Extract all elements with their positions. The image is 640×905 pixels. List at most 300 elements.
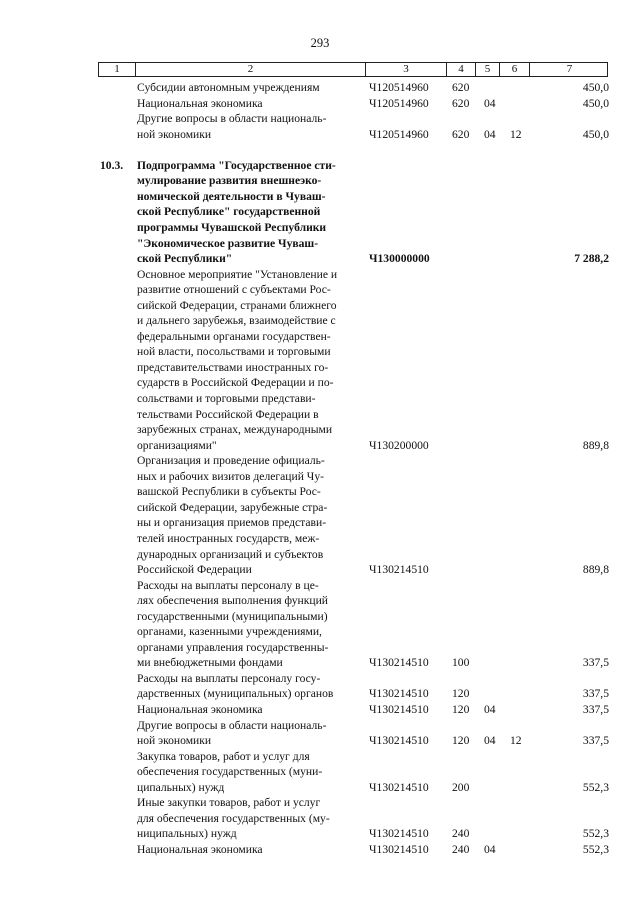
section-code bbox=[484, 173, 506, 188]
section-code: 04 bbox=[484, 97, 496, 110]
subsection-code bbox=[510, 360, 532, 375]
expense-type-code bbox=[452, 484, 480, 499]
section-code bbox=[484, 391, 506, 406]
expense-type-code bbox=[452, 220, 480, 235]
target-article-code: Ч130214510 bbox=[369, 656, 429, 669]
subsection-code bbox=[510, 438, 532, 453]
target-article-code: Ч130214510 bbox=[369, 703, 429, 716]
line-text: ной власти, посольствами и торговыми bbox=[137, 345, 331, 358]
line-text: сийской Федерации, зарубежные стра- bbox=[137, 501, 328, 514]
target-article-code bbox=[369, 313, 449, 328]
amount bbox=[530, 298, 609, 313]
subsection-code bbox=[510, 422, 532, 437]
column-number-5: 5 bbox=[476, 63, 500, 76]
section-code bbox=[484, 344, 506, 359]
section-code: 04 bbox=[484, 703, 496, 716]
amount bbox=[530, 236, 609, 251]
amount bbox=[530, 360, 609, 375]
expense-type-code bbox=[452, 640, 480, 655]
subsection-code bbox=[510, 267, 532, 282]
subsection-code bbox=[510, 624, 532, 639]
line-number bbox=[100, 780, 134, 795]
subsection-code bbox=[510, 204, 532, 219]
line-text: ной экономики bbox=[137, 128, 212, 141]
line-text: ми внебюджетными фондами bbox=[137, 656, 283, 669]
line-number bbox=[100, 453, 134, 468]
section-code bbox=[484, 531, 506, 546]
line-text: ской Республике" государственной bbox=[137, 205, 321, 218]
subsection-code bbox=[510, 764, 532, 779]
expense-type-code bbox=[452, 624, 480, 639]
section-code: 04 bbox=[484, 734, 496, 747]
section-code bbox=[484, 515, 506, 530]
expense-type-code bbox=[452, 515, 480, 530]
line-number bbox=[100, 220, 134, 235]
expense-type-code bbox=[452, 267, 480, 282]
expense-type-code: 240 bbox=[452, 843, 470, 856]
line-number bbox=[100, 344, 134, 359]
line-text: ской Республики" bbox=[137, 252, 233, 265]
section-code bbox=[484, 718, 506, 733]
line-text: Закупка товаров, работ и услуг для bbox=[137, 750, 310, 763]
line-number bbox=[100, 578, 134, 593]
target-article-code bbox=[369, 578, 449, 593]
amount: 337,5 bbox=[582, 656, 609, 669]
subsection-code bbox=[510, 531, 532, 546]
subsection-code bbox=[510, 484, 532, 499]
section-code bbox=[484, 313, 506, 328]
amount bbox=[530, 500, 609, 515]
section-code bbox=[484, 749, 506, 764]
subsection-code bbox=[510, 220, 532, 235]
line-number bbox=[100, 142, 134, 157]
amount bbox=[530, 469, 609, 484]
expense-type-code bbox=[452, 764, 480, 779]
subsection-code bbox=[510, 811, 532, 826]
line-text: Национальная экономика bbox=[137, 97, 263, 110]
expense-type-code bbox=[452, 189, 480, 204]
amount bbox=[530, 220, 609, 235]
target-article-code bbox=[369, 329, 449, 344]
target-article-code bbox=[369, 593, 449, 608]
line-number bbox=[100, 329, 134, 344]
amount bbox=[530, 313, 609, 328]
subsection-code bbox=[510, 344, 532, 359]
subsection-code bbox=[510, 593, 532, 608]
subsection-code bbox=[510, 640, 532, 655]
line-text: ной экономики bbox=[137, 734, 212, 747]
target-article-code: Ч130214510 bbox=[369, 687, 429, 700]
line-number bbox=[100, 251, 134, 266]
target-article-code: Ч130214510 bbox=[369, 734, 429, 747]
expense-type-code bbox=[452, 593, 480, 608]
expense-type-code bbox=[452, 609, 480, 624]
amount: 552,3 bbox=[582, 781, 609, 794]
target-article-code bbox=[369, 344, 449, 359]
line-text bbox=[137, 142, 363, 157]
section-code bbox=[484, 220, 506, 235]
expense-type-code bbox=[452, 438, 480, 453]
line-number bbox=[100, 671, 134, 686]
target-article-code bbox=[369, 718, 449, 733]
amount bbox=[530, 422, 609, 437]
section-code bbox=[484, 469, 506, 484]
line-number bbox=[100, 795, 134, 810]
amount bbox=[530, 375, 609, 390]
target-article-code bbox=[369, 671, 449, 686]
section-code bbox=[484, 593, 506, 608]
amount: 889,8 bbox=[582, 439, 609, 452]
section-code bbox=[484, 236, 506, 251]
target-article-code bbox=[369, 624, 449, 639]
amount bbox=[530, 749, 609, 764]
line-number bbox=[100, 391, 134, 406]
subsection-code bbox=[510, 469, 532, 484]
line-number bbox=[100, 733, 134, 748]
subsection-code: 12 bbox=[510, 128, 522, 141]
line-number bbox=[100, 80, 134, 95]
expense-type-code bbox=[452, 375, 480, 390]
line-number bbox=[100, 375, 134, 390]
line-number bbox=[100, 422, 134, 437]
subsection-code bbox=[510, 515, 532, 530]
subsection-code bbox=[510, 313, 532, 328]
line-number bbox=[100, 360, 134, 375]
line-number bbox=[100, 531, 134, 546]
section-code bbox=[484, 500, 506, 515]
target-article-code bbox=[369, 609, 449, 624]
amount bbox=[530, 718, 609, 733]
line-number bbox=[100, 749, 134, 764]
amount bbox=[530, 407, 609, 422]
section-code bbox=[484, 609, 506, 624]
section-code: 04 bbox=[484, 128, 496, 141]
expense-type-code bbox=[452, 298, 480, 313]
expense-type-code bbox=[452, 578, 480, 593]
subsection-code bbox=[510, 749, 532, 764]
line-text: зарубежных странах, международными bbox=[137, 423, 333, 436]
target-article-code bbox=[369, 267, 449, 282]
subsection-code bbox=[510, 329, 532, 344]
subsection-code bbox=[510, 609, 532, 624]
subsection-code bbox=[510, 453, 532, 468]
line-text: Российской Федерации bbox=[137, 563, 252, 576]
amount: 450,0 bbox=[582, 81, 609, 94]
line-number bbox=[100, 298, 134, 313]
line-text: для обеспечения государственных (му- bbox=[137, 812, 330, 825]
line-number bbox=[100, 484, 134, 499]
section-code bbox=[484, 547, 506, 562]
section-code bbox=[484, 686, 506, 701]
section-code bbox=[484, 671, 506, 686]
section-code bbox=[484, 764, 506, 779]
target-article-code bbox=[369, 173, 449, 188]
line-number bbox=[100, 469, 134, 484]
line-text: сольствами и торговыми представи- bbox=[137, 392, 316, 405]
amount bbox=[530, 671, 609, 686]
target-article-code bbox=[369, 189, 449, 204]
subsection-code bbox=[510, 780, 532, 795]
line-number bbox=[100, 407, 134, 422]
section-code bbox=[484, 142, 506, 157]
section-code bbox=[484, 562, 506, 577]
target-article-code: Ч130000000 bbox=[369, 252, 430, 265]
subsection-code bbox=[510, 702, 532, 717]
line-number bbox=[100, 96, 134, 111]
subsection-code bbox=[510, 158, 532, 173]
line-number bbox=[100, 718, 134, 733]
line-number bbox=[100, 811, 134, 826]
amount bbox=[530, 811, 609, 826]
target-article-code: Ч130214510 bbox=[369, 781, 429, 794]
amount: 337,5 bbox=[582, 703, 609, 716]
expense-type-code bbox=[452, 360, 480, 375]
line-text: Подпрограмма "Государственное сти- bbox=[137, 159, 336, 172]
line-text: представительствами иностранных го- bbox=[137, 361, 329, 374]
target-article-code bbox=[369, 795, 449, 810]
amount bbox=[530, 515, 609, 530]
line-text: Расходы на выплаты персоналу в це- bbox=[137, 579, 319, 592]
expense-type-code bbox=[452, 251, 480, 266]
line-text: сударств в Российской Федерации и по- bbox=[137, 376, 334, 389]
section-code bbox=[484, 453, 506, 468]
amount bbox=[530, 329, 609, 344]
section-code bbox=[484, 204, 506, 219]
expense-type-code bbox=[452, 407, 480, 422]
expense-type-code bbox=[452, 313, 480, 328]
expense-type-code bbox=[452, 329, 480, 344]
expense-type-code bbox=[452, 811, 480, 826]
line-text: Другие вопросы в области националь- bbox=[137, 719, 327, 732]
expense-type-code bbox=[452, 236, 480, 251]
subsection-code bbox=[510, 578, 532, 593]
amount: 552,3 bbox=[582, 843, 609, 856]
target-article-code bbox=[369, 500, 449, 515]
line-text: Расходы на выплаты персоналу госу- bbox=[137, 672, 321, 685]
target-article-code: Ч120514960 bbox=[369, 97, 429, 110]
line-number bbox=[100, 562, 134, 577]
expense-type-code bbox=[452, 282, 480, 297]
amount bbox=[530, 391, 609, 406]
line-text: Национальная экономика bbox=[137, 843, 263, 856]
subsection-code bbox=[510, 842, 532, 857]
line-text: Организация и проведение официаль- bbox=[137, 454, 325, 467]
section-code bbox=[484, 624, 506, 639]
expense-type-code bbox=[452, 344, 480, 359]
section-code bbox=[484, 111, 506, 126]
target-article-code bbox=[369, 811, 449, 826]
line-text: сийской Федерации, странами ближнего bbox=[137, 299, 337, 312]
line-number bbox=[100, 686, 134, 701]
target-article-code bbox=[369, 515, 449, 530]
section-code bbox=[484, 811, 506, 826]
line-number bbox=[100, 593, 134, 608]
page-number: 293 bbox=[310, 36, 330, 50]
target-article-code bbox=[369, 236, 449, 251]
line-text: Иные закупки товаров, работ и услуг bbox=[137, 796, 321, 809]
section-code bbox=[484, 655, 506, 670]
target-article-code: Ч130214510 bbox=[369, 563, 429, 576]
section-code bbox=[484, 267, 506, 282]
expense-type-code bbox=[452, 142, 480, 157]
target-article-code: Ч130200000 bbox=[369, 439, 429, 452]
target-article-code bbox=[369, 375, 449, 390]
target-article-code bbox=[369, 547, 449, 562]
line-text: номической деятельности в Чуваш- bbox=[137, 190, 326, 203]
amount: 889,8 bbox=[582, 563, 609, 576]
amount bbox=[530, 158, 609, 173]
target-article-code bbox=[369, 391, 449, 406]
expense-type-code bbox=[452, 204, 480, 219]
line-text: ниципальных) нужд bbox=[137, 827, 237, 840]
expense-type-code bbox=[452, 469, 480, 484]
subsection-code bbox=[510, 547, 532, 562]
expense-type-code bbox=[452, 562, 480, 577]
expense-type-code bbox=[452, 749, 480, 764]
amount bbox=[530, 764, 609, 779]
section-code bbox=[484, 640, 506, 655]
expense-type-code: 120 bbox=[452, 703, 470, 716]
target-article-code bbox=[369, 282, 449, 297]
section-code bbox=[484, 360, 506, 375]
target-article-code bbox=[369, 453, 449, 468]
line-text: мулирование развития внешнеэко- bbox=[137, 174, 322, 187]
expense-type-code bbox=[452, 173, 480, 188]
target-article-code: Ч120514960 bbox=[369, 128, 429, 141]
section-code: 04 bbox=[484, 843, 496, 856]
expense-type-code bbox=[452, 500, 480, 515]
amount bbox=[530, 531, 609, 546]
expense-type-code: 120 bbox=[452, 687, 470, 700]
target-article-code bbox=[369, 407, 449, 422]
subsection-code bbox=[510, 375, 532, 390]
target-article-code: Ч130214510 bbox=[369, 843, 429, 856]
column-number-6: 6 bbox=[500, 63, 530, 76]
column-number-2: 2 bbox=[136, 63, 366, 76]
target-article-code: Ч120514960 bbox=[369, 81, 429, 94]
line-text: федеральными органами государствен- bbox=[137, 330, 331, 343]
section-code bbox=[484, 578, 506, 593]
amount bbox=[530, 453, 609, 468]
line-text: ципальных) нужд bbox=[137, 781, 225, 794]
subsection-code bbox=[510, 671, 532, 686]
target-article-code bbox=[369, 298, 449, 313]
line-text: программы Чувашской Республики bbox=[137, 221, 327, 234]
subsection-code bbox=[510, 251, 532, 266]
amount bbox=[530, 578, 609, 593]
line-text: государственными (муниципальными) bbox=[137, 610, 328, 623]
amount bbox=[530, 624, 609, 639]
expense-type-code bbox=[452, 391, 480, 406]
amount bbox=[530, 344, 609, 359]
subsection-code bbox=[510, 189, 532, 204]
subsection-code bbox=[510, 407, 532, 422]
line-text: и дальнего зарубежья, взаимодействие с bbox=[137, 314, 336, 327]
expense-type-code bbox=[452, 158, 480, 173]
section-code bbox=[484, 329, 506, 344]
subsection-code bbox=[510, 111, 532, 126]
line-number bbox=[100, 702, 134, 717]
target-article-code bbox=[369, 531, 449, 546]
line-text: органами, казенными учреждениями, bbox=[137, 625, 322, 638]
line-number bbox=[100, 189, 134, 204]
line-text: обеспечения государственных (муни- bbox=[137, 765, 323, 778]
line-text: "Экономическое развитие Чуваш- bbox=[137, 237, 319, 250]
line-number bbox=[100, 500, 134, 515]
line-number bbox=[100, 313, 134, 328]
line-number bbox=[100, 173, 134, 188]
line-text: тельствами Российской Федерации в bbox=[137, 408, 319, 421]
expense-type-code bbox=[452, 422, 480, 437]
subsection-code bbox=[510, 562, 532, 577]
expense-type-code bbox=[452, 547, 480, 562]
line-number bbox=[100, 547, 134, 562]
amount: 450,0 bbox=[582, 128, 609, 141]
target-article-code bbox=[369, 484, 449, 499]
line-number bbox=[100, 127, 134, 142]
column-number-1: 1 bbox=[99, 63, 136, 76]
expense-type-code: 200 bbox=[452, 781, 470, 794]
expense-type-code bbox=[452, 453, 480, 468]
line-text: организациями" bbox=[137, 439, 217, 452]
amount: 552,3 bbox=[582, 827, 609, 840]
section-code bbox=[484, 282, 506, 297]
section-code bbox=[484, 251, 506, 266]
line-number bbox=[100, 826, 134, 841]
section-code bbox=[484, 375, 506, 390]
expense-type-code bbox=[452, 718, 480, 733]
amount bbox=[530, 593, 609, 608]
section-code bbox=[484, 189, 506, 204]
line-text: развитие отношений с субъектами Рос- bbox=[137, 283, 331, 296]
line-number bbox=[100, 655, 134, 670]
line-text: Основное мероприятие "Установление и bbox=[137, 268, 338, 281]
line-number bbox=[100, 111, 134, 126]
expense-type-code: 620 bbox=[452, 81, 470, 94]
line-number bbox=[100, 204, 134, 219]
line-text: органами управления государственны- bbox=[137, 641, 329, 654]
amount bbox=[530, 173, 609, 188]
subsection-code bbox=[510, 826, 532, 841]
amount: 337,5 bbox=[582, 687, 609, 700]
expense-type-code bbox=[452, 111, 480, 126]
target-article-code bbox=[369, 422, 449, 437]
line-number: 10.3. bbox=[100, 159, 124, 172]
amount bbox=[530, 267, 609, 282]
section-code bbox=[484, 484, 506, 499]
subsection-code bbox=[510, 391, 532, 406]
subsection-code bbox=[510, 173, 532, 188]
target-article-code bbox=[369, 640, 449, 655]
expense-type-code: 620 bbox=[452, 128, 470, 141]
amount: 337,5 bbox=[582, 734, 609, 747]
subsection-code bbox=[510, 236, 532, 251]
amount bbox=[530, 204, 609, 219]
line-number bbox=[100, 842, 134, 857]
line-text: ны и организация приемов представи- bbox=[137, 516, 327, 529]
target-article-code bbox=[369, 220, 449, 235]
target-article-code bbox=[369, 360, 449, 375]
target-article-code bbox=[369, 111, 449, 126]
line-text: дарственных (муниципальных) органов bbox=[137, 687, 334, 700]
section-code bbox=[484, 780, 506, 795]
subsection-code bbox=[510, 500, 532, 515]
line-number bbox=[100, 236, 134, 251]
section-code bbox=[484, 422, 506, 437]
subsection-code bbox=[510, 795, 532, 810]
line-number bbox=[100, 640, 134, 655]
target-article-code bbox=[369, 749, 449, 764]
